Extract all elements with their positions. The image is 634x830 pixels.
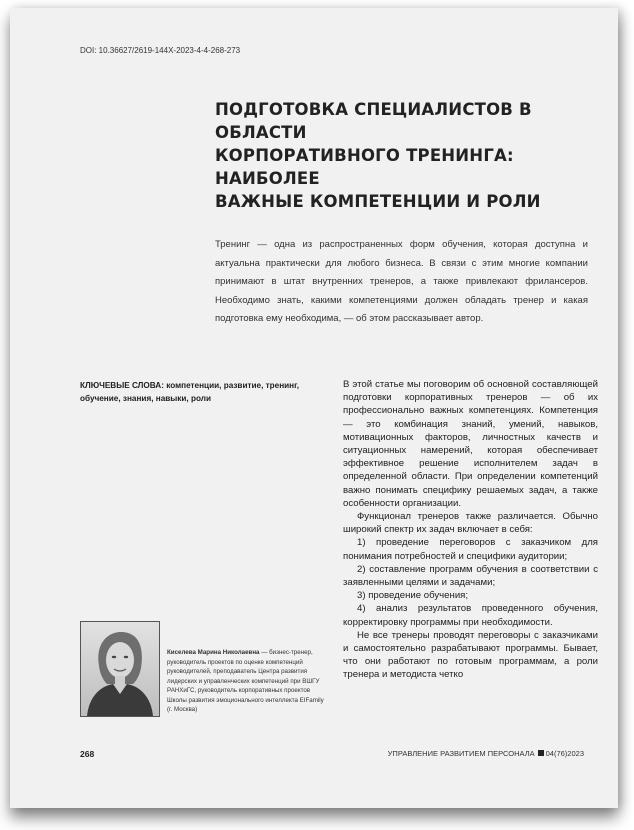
- journal-page: [10, 8, 618, 808]
- body-paragraph: Не все тренеры проводят переговоры с заказчиками и самостоятельно разрабатывают программы. Бывает, что они работают по готовым программам, а роли тренера и методиста четко: [343, 629, 598, 681]
- title-line: ПОДГОТОВКА СПЕЦИАЛИСТОВ В ОБЛАСТИ: [215, 100, 532, 142]
- article-lead: Тренинг — одна из распространенных форм обучения, которая доступна и актуальна практически для любого бизнеса. В связи с этим многие компании принимают в штат внутренних тренеров, а также привлекают фрилансеров. Необходимо знать, какими компетенциями должен обладать тренер и какая подготовка ему необходима, — об этом рассказывает автор.: [215, 239, 588, 325]
- journal-name: УПРАВЛЕНИЕ РАЗВИТИЕМ ПЕРСОНАЛА: [387, 749, 535, 758]
- doi: DOI: 10.36627/2619-144X-2023-4-4-268-273: [80, 46, 241, 55]
- title-line: КОРПОРАТИВНОГО ТРЕНИНГА: НАИБОЛЕЕ: [215, 146, 514, 188]
- body-paragraph: 3) проведение обучения;: [357, 590, 469, 602]
- body-paragraph: 4) анализ результатов проведенного обучения, корректировку программы при необходимости.: [343, 603, 598, 628]
- article-body: [343, 378, 598, 682]
- journal-footer: [388, 749, 584, 758]
- page-number: 268: [80, 749, 95, 759]
- author-portrait-icon: [81, 622, 159, 716]
- body-paragraph: 2) составление программ обучения в соответствии с заявленными целями и задачами;: [343, 563, 598, 589]
- title-line: ВАЖНЫЕ КОМПЕТЕНЦИИ И РОЛИ: [215, 192, 541, 211]
- keywords-label: КЛЮЧЕВЫЕ СЛОВА:: [80, 381, 164, 390]
- author-info: [167, 648, 325, 715]
- keywords-text: компетенции, развитие, тренинг, обучение, знания, навыки, роли: [80, 381, 300, 403]
- body-paragraph: 1) проведение переговоров с заказчиком для понимания потребностей и специфики аудитории;: [343, 537, 598, 562]
- author-bio: — бизнес-тренер, руководитель проектов по оценке компетенций руководителей, преподаватель Центра развития лидерских и управленческих компетенций при ВШГУ РАНХиГС, руководитель корпоративных проектов Школы развития эмоционального интеллекта EIFamily (г. Москва): [167, 649, 324, 713]
- body-paragraph: Функционал тренеров также различается. Обычно широкий спектр их задач включает в себя:: [343, 511, 598, 536]
- author-name: Киселева Марина Николаевна: [167, 649, 260, 656]
- keywords: [80, 380, 320, 405]
- author-photo: [80, 621, 160, 717]
- journal-issue: 04(76)2023: [545, 749, 584, 758]
- square-icon: [538, 750, 544, 756]
- body-paragraph: В этой статье мы поговорим об основной составляющей подготовки корпоративных тренеров — об их профессионально важных компетенциях. Компетенция — это комбинация знаний, умений, навыков, мотивационных факторов, личностных качеств и ситуационных намерений, которая обеспечивает эффективное решение исполнителем задач в определенной области. При определении компетенций важно понимать специфику решаемых задач, а также особенности организации.: [343, 379, 598, 509]
- article-title: [215, 98, 595, 213]
